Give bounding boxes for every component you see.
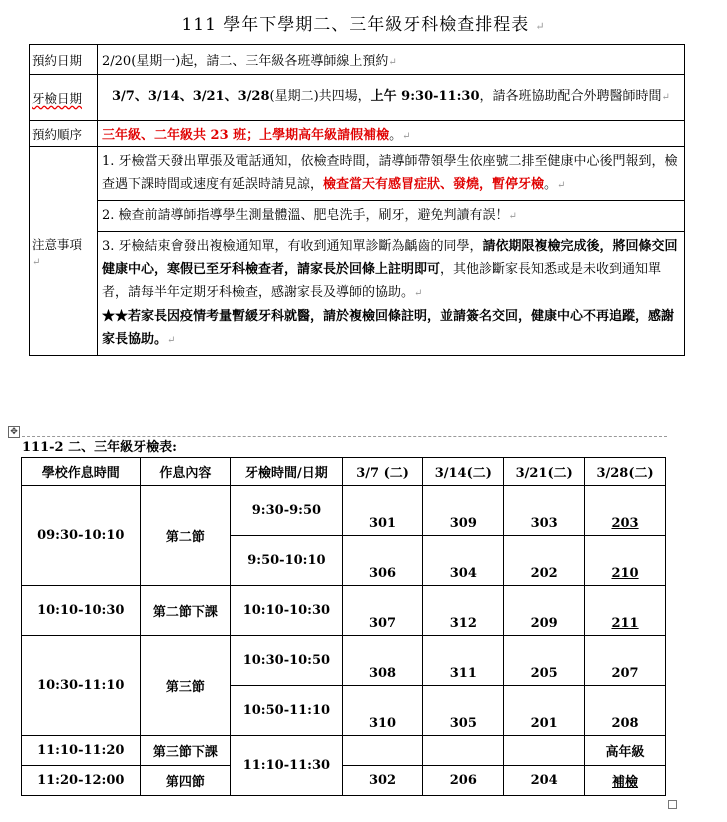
class-cell: 210 bbox=[585, 536, 666, 586]
header-date-2: 3/14(二) bbox=[423, 458, 504, 486]
exam-date-text: 3/7、3/14、3/21、3/28(星期二)共四場，上午 9:30-11:30，請各班協助配合外聘醫師時間↵ bbox=[98, 75, 685, 121]
slot-5: 11:10-11:30 bbox=[231, 736, 343, 796]
school-time-3: 10:30-11:10 bbox=[22, 636, 141, 736]
class-cell: 204 bbox=[504, 766, 585, 796]
exam-date-label: 牙檢日期 bbox=[30, 75, 98, 121]
slot-2: 10:10-10:30 bbox=[231, 586, 343, 636]
header-content: 作息內容 bbox=[140, 458, 231, 486]
school-time-1: 09:30-10:10 bbox=[22, 486, 141, 586]
header-school-time: 學校作息時間 bbox=[22, 458, 141, 486]
class-cell: 202 bbox=[504, 536, 585, 586]
class-cell bbox=[342, 736, 423, 766]
content-2: 第二節下課 bbox=[140, 586, 231, 636]
class-cell: 308 bbox=[342, 636, 423, 686]
class-cell: 305 bbox=[423, 686, 504, 736]
school-time-4: 11:10-11:20 bbox=[22, 736, 141, 766]
appt-date-text: 2/20(星期一)起，請二、三年級各班導師線上預約↵ bbox=[98, 45, 685, 75]
header-date-3: 3/21(二) bbox=[504, 458, 585, 486]
table-move-handle-icon[interactable]: ✥ bbox=[8, 426, 20, 438]
upper-grade-label: 高年級 bbox=[585, 736, 666, 766]
class-cell: 207 bbox=[585, 636, 666, 686]
header-date-4: 3/28(二) bbox=[585, 458, 666, 486]
header-date-1: 3/7 (二) bbox=[342, 458, 423, 486]
slot-3a: 10:30-10:50 bbox=[231, 636, 343, 686]
header-slot: 牙檢時間/日期 bbox=[231, 458, 343, 486]
school-time-2: 10:10-10:30 bbox=[22, 586, 141, 636]
class-cell: 203 bbox=[585, 486, 666, 536]
notes-label: 注意事項 ↵ bbox=[30, 147, 98, 356]
order-label: 預約順序 bbox=[30, 121, 98, 147]
class-cell: 211 bbox=[585, 586, 666, 636]
slot-3b: 10:50-11:10 bbox=[231, 686, 343, 736]
schedule-heading: 111-2 二、三年級牙檢表: bbox=[22, 440, 177, 455]
class-cell: 312 bbox=[423, 586, 504, 636]
info-table bbox=[29, 44, 685, 356]
class-cell: 311 bbox=[423, 636, 504, 686]
class-cell: 306 bbox=[342, 536, 423, 586]
class-cell: 201 bbox=[504, 686, 585, 736]
school-time-5: 11:20-12:00 bbox=[22, 766, 141, 796]
class-cell: 209 bbox=[504, 586, 585, 636]
class-cell: 307 bbox=[342, 586, 423, 636]
class-cell: 208 bbox=[585, 686, 666, 736]
class-cell: 205 bbox=[504, 636, 585, 686]
order-text: 三年級、二年級共 23 班；上學期高年級請假補檢。↵ bbox=[98, 121, 685, 147]
slot-1a: 9:30-9:50 bbox=[231, 486, 343, 536]
note-4: ★★若家長因疫情考量暫緩牙科就醫，請於複檢回條註明，並請簽名交回，健康中心不再追蹤，感謝家長協助。 bbox=[102, 309, 675, 347]
class-cell: 310 bbox=[342, 686, 423, 736]
note-1: 1. 牙檢當天發出單張及電話通知，依檢查時間，請導師帶領學生依座號二排至健康中心後門報到，檢查遇下課時間或速度有延誤時請見諒，檢查當天有感冒症狀、發燒，暫停牙檢。↵ bbox=[98, 147, 685, 201]
note-2: 2. 檢查前請導師指導學生測量體溫、肥皂洗手，刷牙，避免判讀有誤！↵ bbox=[98, 201, 685, 232]
class-cell bbox=[423, 736, 504, 766]
content-4: 第三節下課 bbox=[140, 736, 231, 766]
class-cell bbox=[504, 736, 585, 766]
class-cell: 301 bbox=[342, 486, 423, 536]
note-3: 3. 牙檢結束會發出複檢通知單，有收到通知單診斷為齲齒的同學，請依期限複檢完成後，將回條交回健康中心，寒假已至牙科檢查者，請家長於回條上註明即可，其他診斷家長知悉或是未收到通知單者，請每半年定期牙科檢查，感謝家長及導師的協助。↵ ★★若家長因疫情考量暫緩牙科就醫，請於複檢回條註明，並請簽名交回，健康中心不再追蹤，感謝家長協助。↵ bbox=[98, 232, 685, 356]
page-title: 111 學年下學期二、三年級牙科檢查排程表 ↵ bbox=[181, 15, 546, 35]
schedule-table bbox=[21, 457, 666, 796]
table-resize-handle[interactable] bbox=[668, 800, 677, 809]
class-cell: 304 bbox=[423, 536, 504, 586]
class-cell: 309 bbox=[423, 486, 504, 536]
content-5: 第四節 bbox=[140, 766, 231, 796]
content-1: 第二節 bbox=[140, 486, 231, 586]
class-cell: 206 bbox=[423, 766, 504, 796]
slot-1b: 9:50-10:10 bbox=[231, 536, 343, 586]
content-3: 第三節 bbox=[140, 636, 231, 736]
class-cell: 303 bbox=[504, 486, 585, 536]
class-cell: 302 bbox=[342, 766, 423, 796]
class-cell: 補檢 bbox=[585, 766, 666, 796]
appt-date-label: 預約日期 bbox=[30, 45, 98, 75]
